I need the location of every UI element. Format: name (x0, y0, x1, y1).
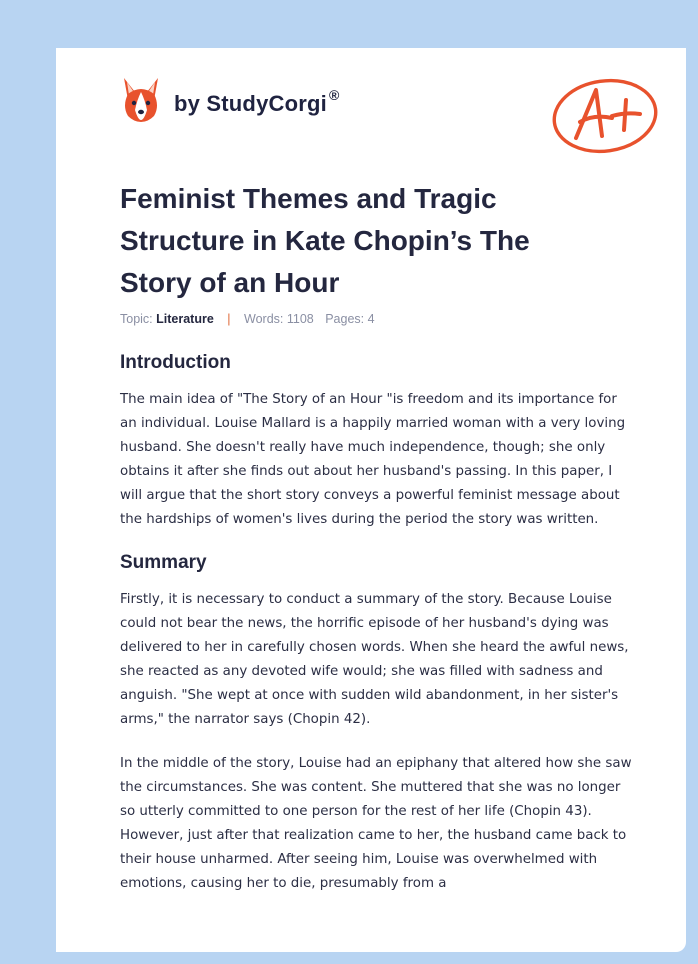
topic-label: Topic: (120, 312, 153, 326)
page-count: Pages: 4 (325, 312, 375, 326)
word-count: Words: 1108 (244, 312, 314, 326)
topic-link[interactable]: Literature (156, 312, 214, 326)
document-title: Feminist Themes and Tragic Structure in Kate Chopin’s The Story of an Hour (120, 183, 530, 298)
grade-a-plus-badge (550, 76, 660, 156)
section-heading-summary: Summary (120, 552, 207, 573)
paragraph: Firstly, it is necessary to conduct a summary of the story. Because Louise could not bear the news, the horrific episode of her husband's dying was delivered to her in carefully chosen words. When she heard the awful news, she reacted as any devoted wife would; she was filled with sadness and anguish. "She wept at once with sudden wild abandonment, in her sister's arms," the narrator says (Chopin 42). (120, 592, 629, 727)
section-heading-introduction: Introduction (120, 352, 231, 373)
document-body (120, 346, 632, 906)
document-meta (120, 312, 375, 326)
paragraph: In the middle of the story, Louise had an epiphany that altered how she saw the circumstances. She was content. She muttered that she was no longer so utterly committed to one person for the rest of her life (Chopin 43). However, just after that realization came to her, the husband came back to their house unharmed. After seeing him, Louise was overwhelmed with emotions, causing her to die, presumably from a (120, 756, 632, 891)
paragraph: The main idea of "The Story of an Hour "is freedom and its importance for an individual. Louise Mallard is a happily married woman with a very loving husband. She doesn't really have much independence, though; she only obtains it after she finds out about her husband's passing. In this paper, I will argue that the short story conveys a powerful feminist message about the hardships of women's lives during the period the story was written. (120, 392, 626, 527)
meta-separator: | (227, 312, 231, 326)
brand-name: by StudyCorgi ® (174, 87, 340, 116)
brand-logo[interactable] (120, 76, 339, 124)
corgi-icon (120, 76, 162, 124)
document-page (56, 48, 686, 952)
header (120, 76, 660, 136)
